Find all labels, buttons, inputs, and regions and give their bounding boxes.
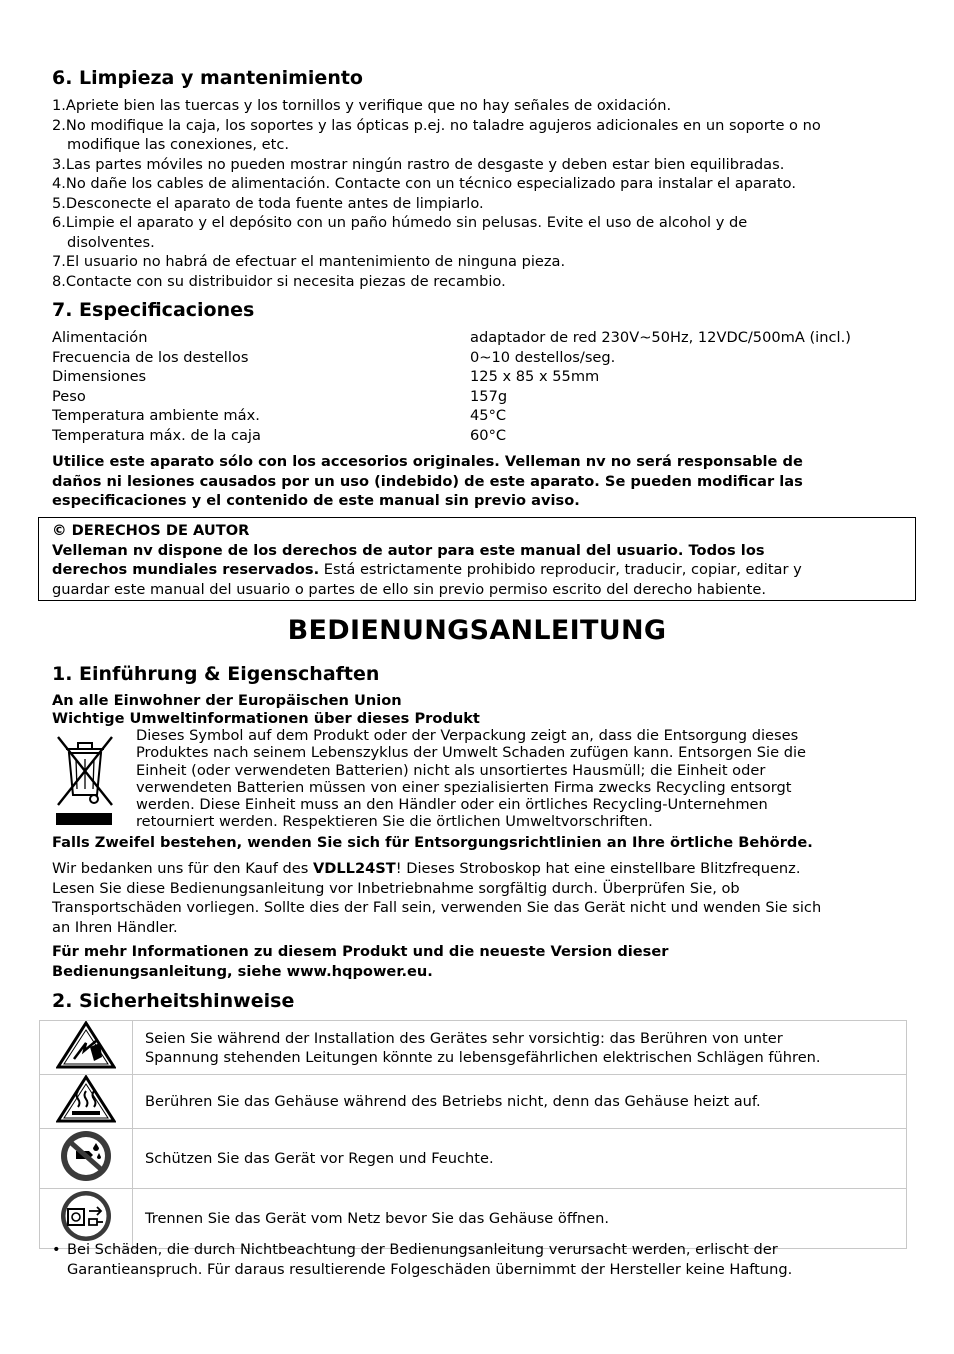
spec-label: Dimensiones (52, 368, 147, 385)
warning-line: daños ni lesiones causados por un uso (indebido) de este aparato. Se pueden modificar las (52, 472, 803, 490)
safety-text: Trennen Sie das Gerät vom Netz bevor Sie das Gehäuse öffnen. (145, 1210, 609, 1227)
intro-text: Wir bedanken uns für den Kauf des (52, 860, 313, 877)
spec-label: Peso (52, 387, 86, 405)
weee-line: verwendeten Batterien müssen von einer spezialisierten Firma zwecks Recycling entsorgt (136, 778, 792, 796)
spec-row (52, 367, 912, 387)
safety-row (40, 1129, 907, 1189)
accessories-warning (52, 452, 803, 511)
warranty-line: Bei Schäden, die durch Nichtbeachtung der Bedienungsanleitung verursacht werden, erlischt der (67, 1241, 778, 1258)
weee-line: Produktes nach seinem Lebenszyklus der Umwelt Schaden zufügen kann. Entsorgen Sie die (136, 744, 807, 762)
spec-value: 0~10 destellos/seg. (470, 348, 616, 366)
disposal-note: Falls Zweifel bestehen, wenden Sie sich für Entsorgungsrichtlinien an Ihre örtliche Behörde. (52, 834, 813, 851)
spec-label: Temperatura ambiente máx. (52, 407, 260, 424)
intro-line: Lesen Sie diese Bedienungsanleitung vor Inbetriebnahme sorgfältig durch. Überprüfen Sie, ob (52, 879, 740, 897)
warranty-note (67, 1240, 792, 1279)
spec-value: adaptador de red 230V~50Hz, 12VDC/500mA (incl.) (470, 329, 851, 346)
safety-table (39, 1020, 907, 1249)
list-item: disolventes. (67, 233, 155, 251)
spec-value: 60°C (470, 426, 507, 444)
section-title-especificaciones: 7. Especificaciones (52, 299, 255, 321)
weee-bin-icon (54, 731, 116, 827)
warranty-line: Garantieanspruch. Für daraus resultierende Folgeschäden übernimmt der Hersteller keine Haftung. (67, 1260, 793, 1278)
list-item: 5.Desconecte el aparato de toda fuente antes de limpiarlo. (52, 194, 484, 212)
spec-label: Temperatura máx. de la caja (52, 426, 261, 444)
list-item: 3.Las partes móviles no pueden mostrar ningún rastro de desgaste y deben estar bien equilibradas. (52, 155, 785, 173)
copyright-bold-span: derechos mundiales reservados. (52, 561, 320, 578)
copyright-line: Velleman nv dispone de los derechos de autor para este manual del usuario. Todos los (52, 541, 765, 559)
page-title: BEDIENUNGSANLEITUNG (287, 615, 667, 646)
specs-table (52, 328, 912, 445)
eu-line: An alle Einwohner der Europäischen Union (52, 692, 402, 709)
spec-value: 157g (470, 387, 508, 405)
info-line: Für mehr Informationen zu diesem Produkt und die neueste Version dieser (52, 943, 669, 960)
hot-surface-warning-icon (56, 1110, 116, 1127)
copyright-box (38, 517, 916, 601)
safety-row (40, 1021, 907, 1075)
copyright-text (52, 521, 802, 599)
copyright-line (52, 560, 802, 580)
list-item: 4.No dañe los cables de alimentación. Contacte con un técnico especializado para instalar el aparato. (52, 175, 796, 192)
list-item: modifique las conexiones, etc. (67, 136, 290, 153)
spec-label: Frecuencia de los destellos (52, 348, 249, 366)
spec-row (52, 406, 912, 426)
safety-icon-cell (40, 1021, 133, 1075)
spec-value: 125 x 85 x 55mm (470, 368, 600, 385)
list-item: 8.Contacte con su distribuidor si necesita piezas de recambio. (52, 272, 506, 290)
section-title-sicherheit: 2. Sicherheitshinweise (52, 990, 295, 1012)
intro-text: ! Dieses Stroboskop hat eine einstellbare Blitzfrequenz. (395, 860, 801, 877)
list-item: 7.El usuario no habrá de efectuar el mantenimiento de ninguna pieza. (52, 253, 566, 270)
weee-text (136, 727, 806, 831)
weee-line: werden. Diese Einheit muss an den Händler oder ein örtliches Recycling-Unternehmen (136, 796, 768, 814)
eu-heading (52, 692, 480, 727)
electric-shock-warning-icon (56, 1056, 116, 1073)
spec-row (52, 387, 912, 407)
weee-line: Einheit (oder verwendeten Batterien) nicht als unsortiertes Hausmüll; die Einheit oder (136, 761, 766, 779)
safety-text: Schützen Sie das Gerät vor Regen und Feuchte. (145, 1150, 494, 1167)
list-item: 6.Limpie el aparato y el depósito con un paño húmedo sin pelusas. Evite el uso de alcohol y de (52, 214, 748, 231)
spec-row (52, 328, 912, 348)
intro-line (52, 859, 821, 879)
safety-row (40, 1075, 907, 1129)
warning-line: Utilice este aparato sólo con los accesorios originales. Velleman nv no será responsable de (52, 453, 803, 470)
spec-row (52, 348, 912, 368)
spec-label: Alimentación (52, 329, 148, 346)
weee-line: Dieses Symbol auf dem Produkt oder der Verpackung zeigt an, dass die Entsorgung dieses (136, 727, 799, 744)
intro-line: Transportschäden vorliegen. Sollte dies der Fall sein, verwenden Sie das Gerät nicht und wenden Sie sich (52, 899, 822, 916)
copyright-line: guardar este manual del usuario o partes de ello sin previo permiso escrito del derecho habiente. (52, 580, 766, 598)
more-info-note (52, 942, 668, 981)
bullet-marker: • (52, 1241, 61, 1258)
intro-line: an Ihren Händler. (52, 918, 178, 936)
spec-row (52, 426, 912, 446)
eu-line: Wichtige Umweltinformationen über dieses Produkt (52, 709, 480, 727)
section-title-limpieza: 6. Limpieza y mantenimiento (52, 67, 363, 89)
spec-value: 45°C (470, 407, 507, 424)
model-number: VDLL24ST (312, 860, 396, 877)
no-rain-moisture-icon (59, 1170, 113, 1187)
list-item: 2.No modifique la caja, los soportes y las ópticas p.ej. no taladre agujeros adicionales en un soporte o no (52, 116, 821, 134)
safety-text: Spannung stehenden Leitungen könnte zu lebensgefährlichen elektrischen Schlägen führen. (145, 1048, 821, 1066)
limpieza-list (52, 96, 922, 291)
copyright-rest-span: Está estrictamente prohibido reproducir, traducir, copiar, editar y (319, 561, 802, 578)
info-line: Bedienungsanleitung, siehe www.hqpower.eu. (52, 962, 433, 980)
safety-text: Seien Sie während der Installation des Gerätes sehr vorsichtig: das Berühren von unter (145, 1029, 783, 1047)
copyright-title: © DERECHOS DE AUTOR (52, 522, 250, 539)
warning-line: especificaciones y el contenido de este manual sin previo aviso. (52, 492, 580, 509)
section-title-einfuehrung: 1. Einführung & Eigenschaften (52, 663, 380, 685)
safety-icon-cell (40, 1129, 133, 1189)
intro-paragraph (52, 859, 821, 937)
safety-text-cell (133, 1021, 907, 1075)
safety-text: Berühren Sie das Gehäuse während des Betriebs nicht, denn das Gehäuse heizt auf. (145, 1093, 761, 1110)
safety-icon-cell (40, 1075, 133, 1129)
list-item: 1.Apriete bien las tuercas y los tornillos y verifique que no hay señales de oxidación. (52, 97, 672, 114)
safety-text-cell (133, 1075, 907, 1129)
safety-text-cell (133, 1129, 907, 1189)
weee-line: retourniert werden. Respektieren Sie die örtlichen Umweltvorschriften. (136, 813, 653, 831)
